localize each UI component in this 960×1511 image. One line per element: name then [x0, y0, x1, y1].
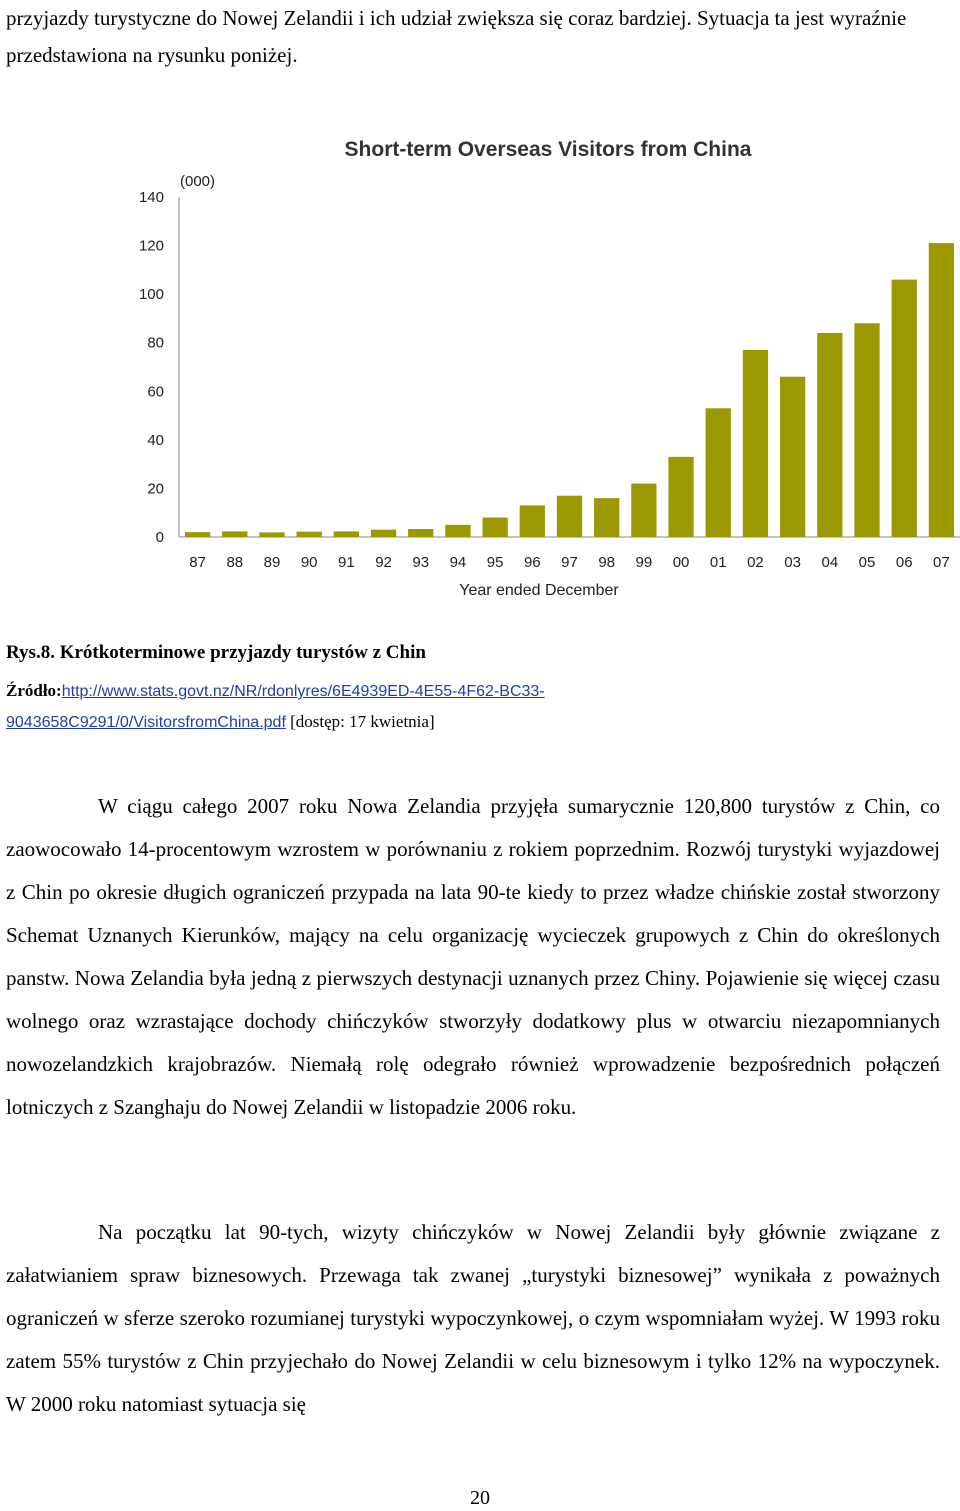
figure-caption: Rys.8. Krótkoterminowe przyjazdy turystów z Chin [6, 642, 426, 663]
bar-95 [482, 518, 507, 537]
bar-87 [185, 532, 210, 537]
bar-97 [557, 496, 582, 537]
y-tick-label: 80 [147, 334, 164, 352]
bar-04 [817, 333, 842, 537]
bar-06 [892, 280, 917, 537]
bar-99 [631, 484, 656, 537]
x-tick-label: 91 [338, 554, 355, 571]
y-axis-ticks [139, 189, 164, 546]
x-tick-label: 99 [635, 554, 653, 571]
figure-source [6, 676, 545, 738]
y-tick-label: 100 [138, 286, 164, 304]
x-tick-label: 90 [300, 554, 318, 571]
source-label: Źródło: [6, 681, 62, 700]
x-tick-label: 96 [523, 554, 541, 571]
x-tick-label: 93 [412, 554, 430, 571]
x-axis-title: Year ended December [459, 582, 619, 599]
x-tick-label: 95 [486, 554, 504, 571]
x-tick-label: 05 [858, 554, 876, 571]
intro-paragraph: przyjazdy turystyczne do Nowej Zelandii i ich udział zwiększa się coraz bardziej. Sytuacja ta jest wyraźnie przedstawiona na rysunku poniżej. [6, 6, 907, 67]
source-link-line1[interactable]: http://www.stats.govt.nz/NR/rdonlyres/6E4939ED-4E55-4F62-BC33- [61, 683, 545, 700]
y-tick-label: 120 [138, 237, 164, 255]
bar-02 [743, 350, 768, 537]
source-access-date: [dostęp: 17 kwietnia] [285, 712, 435, 731]
x-tick-label: 89 [263, 554, 281, 571]
x-tick-label: 87 [189, 554, 206, 571]
bar-05 [854, 323, 879, 537]
y-tick-label: 140 [138, 189, 164, 206]
x-tick-label: 02 [747, 554, 764, 571]
x-tick-label: 00 [672, 554, 690, 571]
x-tick-label: 92 [375, 554, 392, 571]
x-tick-label: 94 [449, 554, 467, 571]
chart-title: Short-term Overseas Visitors from China [344, 138, 752, 161]
source-link-line2[interactable]: 9043658C9291/0/VisitorsfromChina.pdf [6, 714, 286, 731]
x-tick-label: 98 [598, 554, 616, 571]
bar-96 [520, 505, 545, 537]
x-axis-ticks [189, 554, 949, 571]
x-tick-label: 01 [709, 554, 727, 571]
bar-91 [334, 531, 359, 537]
bar-93 [408, 529, 433, 537]
x-tick-label: 03 [784, 554, 801, 571]
bar-03 [780, 377, 805, 537]
bar-chart [120, 128, 960, 603]
bar-07 [929, 243, 954, 537]
y-tick-label: 60 [147, 383, 164, 401]
x-tick-label: 06 [895, 554, 913, 571]
body-paragraph-1: W ciągu całego 2007 roku Nowa Zelandia przyjęła sumarycznie 120,800 turystów z Chin, co zaowocowało 14-procentowym wzrostem w porównaniu z rokiem poprzednim. Rozwój turystyki wyjazdowej z Chin po okresie długich ograniczeń przypada na lata 90-te kiedy to przez władze chińskie został stworzony Schemat Uznanych Kierunków, mający na celu organizację wycieczek grupowych z Chin do określonych panstw. Nowa Zelandia była jedną z pierwszych destynacji uznanych przez Chiny. Pojawienie się więcej czasu wolnego oraz wzrastające dochody chińczyków stworzyły dodatkowy plus w otwarciu niezapomnianych nowozelandzkich krajobrazów. Niemałą rolę odegrało również wprowadzenie bezpośrednich połączeń lotniczych z Szanghaju do Nowej Zelandii w listopadzie 2006 roku. [6, 794, 940, 1119]
bar-88 [222, 531, 247, 537]
x-tick-label: 07 [933, 554, 950, 571]
bar-94 [445, 525, 470, 537]
bar-92 [371, 530, 396, 537]
y-tick-label: 40 [147, 431, 164, 449]
page-number: 20 [470, 1487, 490, 1509]
x-tick-label: 04 [821, 554, 839, 571]
bar-01 [706, 408, 731, 537]
y-tick-label: 0 [155, 529, 164, 546]
bar-89 [259, 532, 284, 537]
bar-90 [297, 532, 322, 537]
x-tick-label: 88 [226, 554, 244, 571]
y-tick-label: 20 [147, 480, 164, 498]
bar-98 [594, 498, 619, 537]
x-tick-label: 97 [561, 554, 578, 571]
bar-00 [668, 457, 693, 537]
body-paragraph-2: Na początku lat 90-tych, wizyty chińczyków w Nowej Zelandii były głównie związane z załatwianiem spraw biznesowych. Przewaga tak zwanej „turystyki biznesowej” wynikała z poważnych ograniczeń w sferze szeroko rozumianej turystyki wypoczynkowej, o czym wspomniałam wyżej. W 1993 roku zatem 55% turystów z Chin przyjechało do Nowej Zelandii w celu biznesowym i tylko 12% na wypoczynek. W 2000 roku natomiast sytuacja się [6, 1220, 940, 1416]
chart-unit-label: (000) [180, 173, 216, 190]
bars-group [185, 243, 954, 537]
